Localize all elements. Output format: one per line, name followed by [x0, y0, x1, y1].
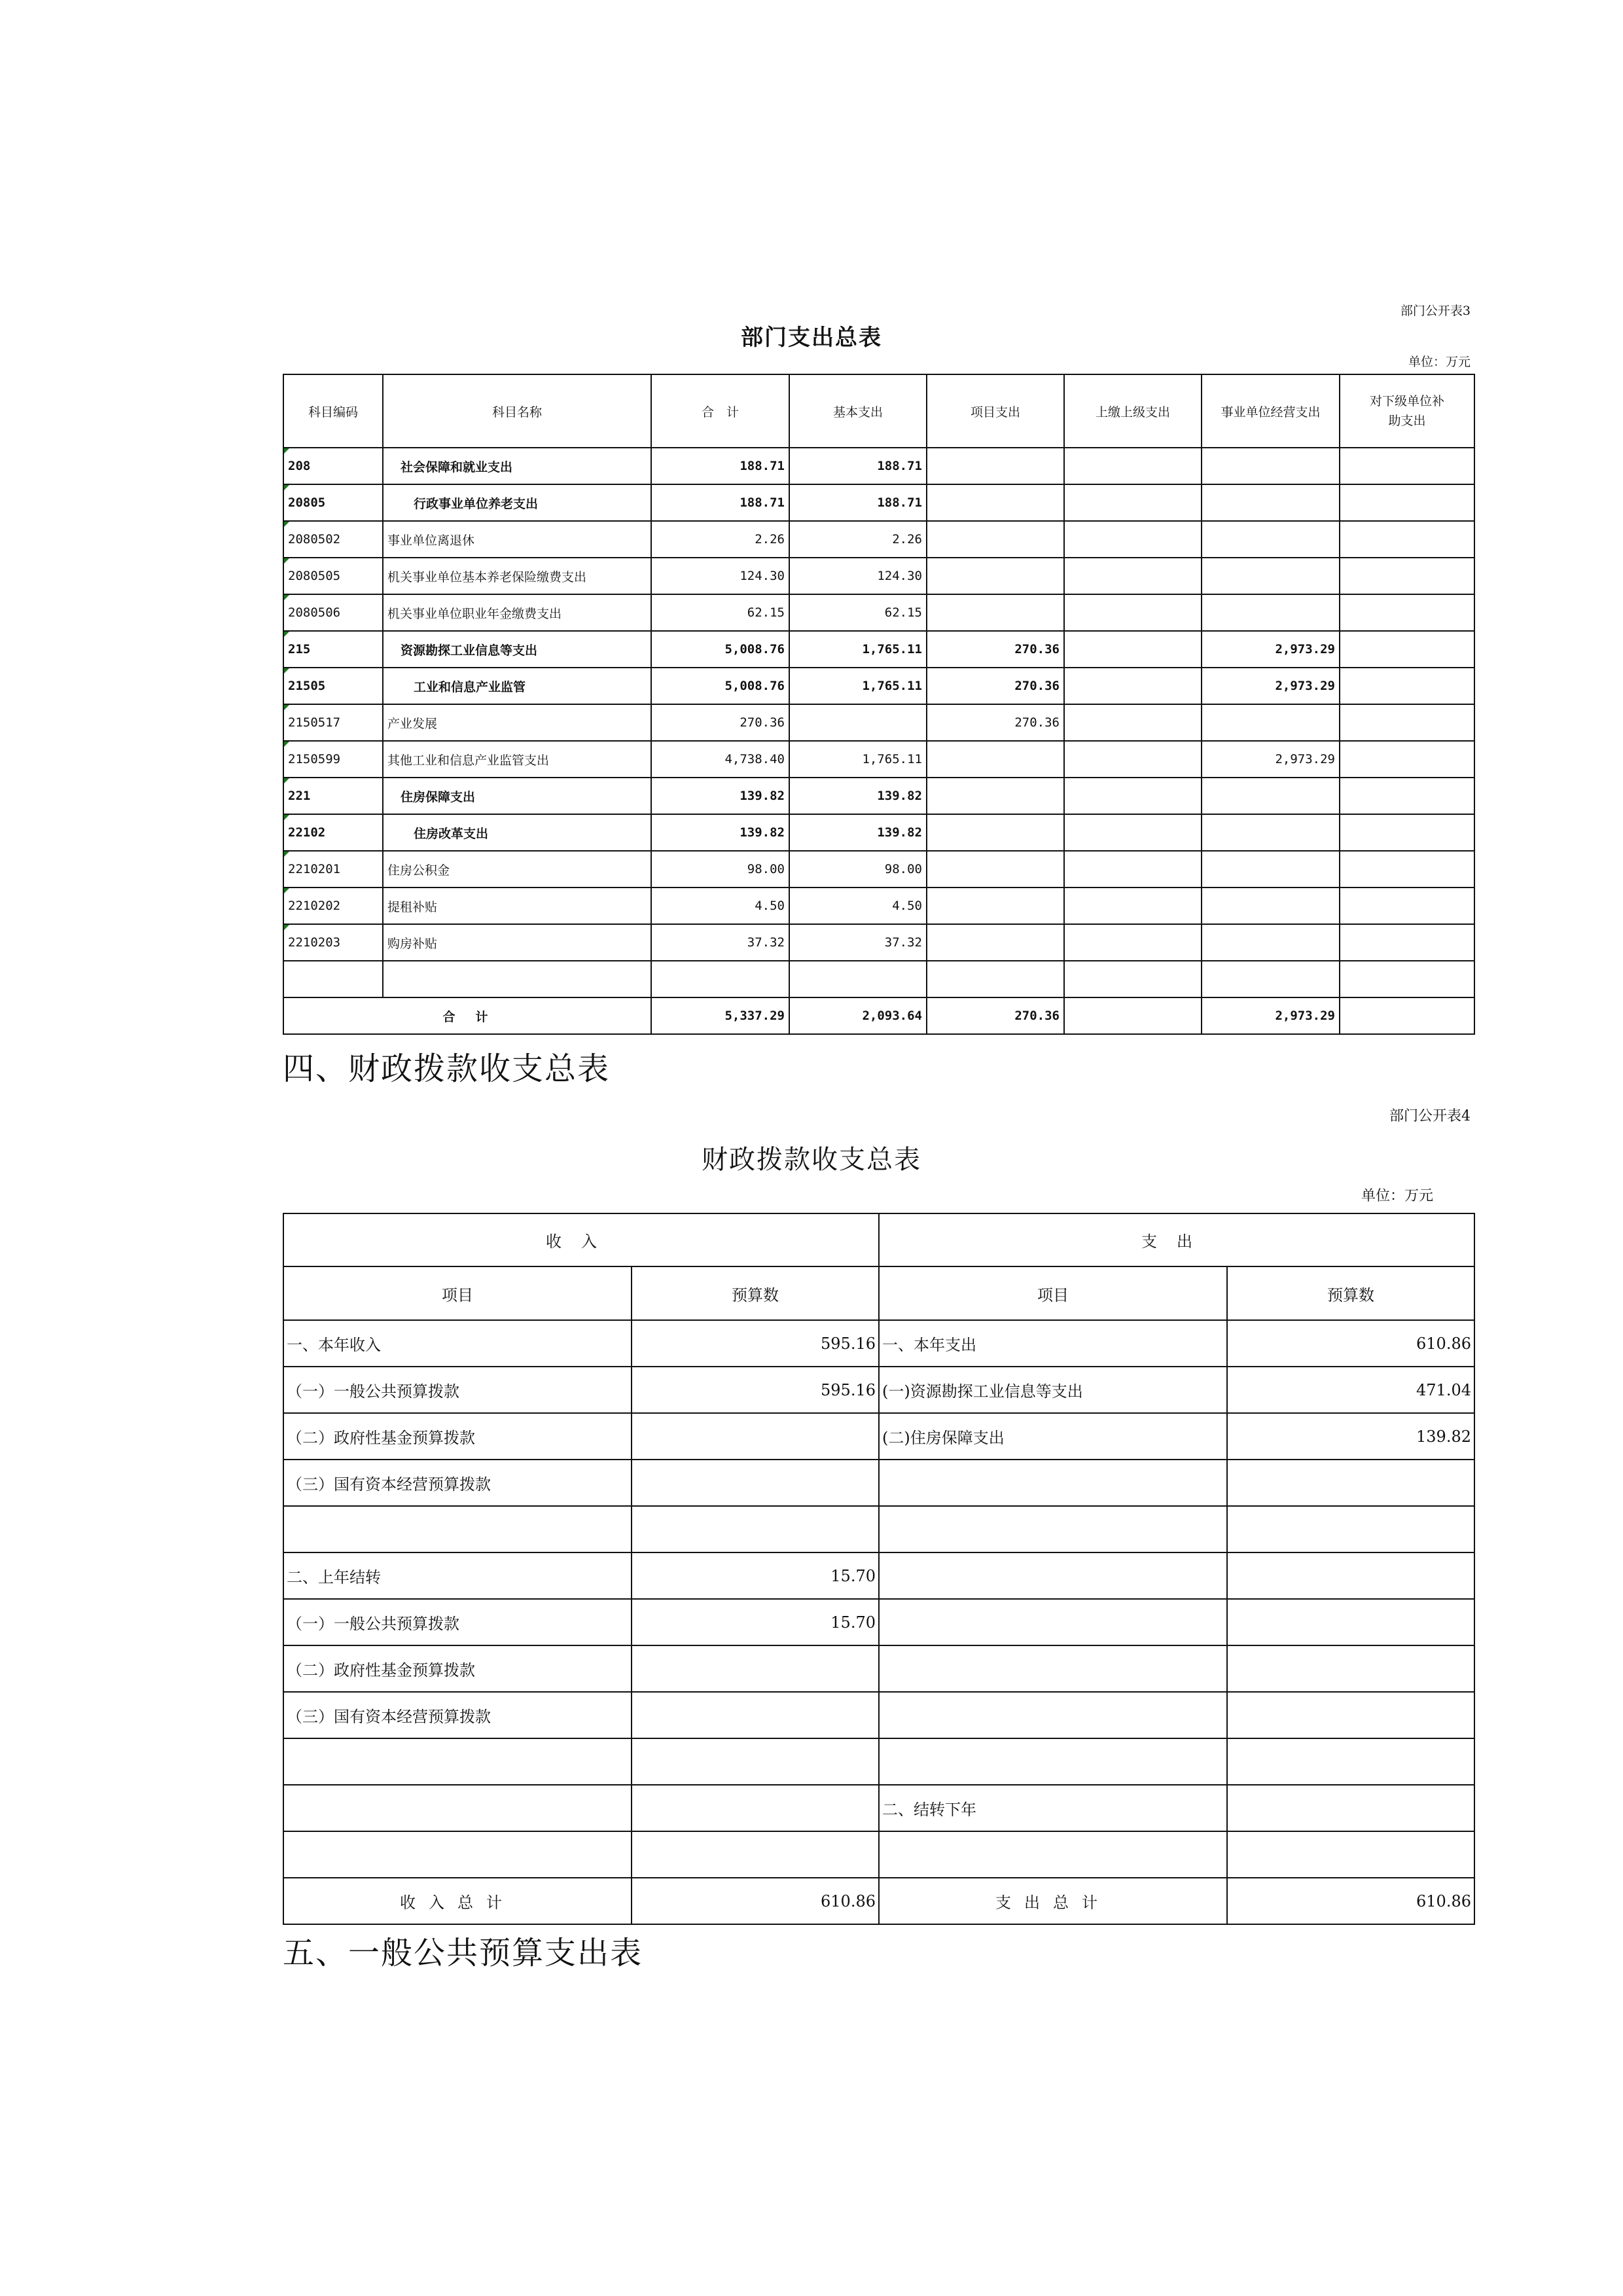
amount-total: 270.36	[651, 704, 789, 741]
income-value	[632, 1831, 879, 1878]
subject-name: 提租补贴	[383, 888, 651, 924]
subject-name: 住房改革支出	[383, 814, 651, 851]
expense-value	[1227, 1738, 1474, 1785]
expense-item	[879, 1831, 1227, 1878]
income-value: 15.70	[632, 1552, 879, 1599]
income-item	[283, 1738, 632, 1785]
amount-lower	[1340, 521, 1474, 558]
table-row	[283, 814, 1474, 851]
fiscal-appropriation-table	[283, 1213, 1475, 1925]
amount-business	[1202, 484, 1340, 521]
total-label: 合 计	[283, 997, 651, 1034]
amount-business	[1202, 814, 1340, 851]
amount-upper	[1064, 521, 1202, 558]
amount-basic: 62.15	[789, 594, 927, 631]
subject-name	[383, 961, 651, 997]
subject-name: 住房保障支出	[383, 778, 651, 814]
amount-upper	[1064, 448, 1202, 484]
amount-total: 62.15	[651, 594, 789, 631]
expense-value	[1227, 1599, 1474, 1645]
subject-name: 资源勘探工业信息等支出	[383, 631, 651, 668]
table4-label: 部门公开表4	[1389, 1108, 1471, 1124]
amount-basic: 4.50	[789, 888, 927, 924]
income-value	[632, 1460, 879, 1506]
amount-lower	[1340, 851, 1474, 888]
column-header: 基本支出	[789, 374, 927, 448]
amount-business	[1202, 704, 1340, 741]
total-row	[283, 997, 1474, 1034]
expense-item: (一)资源勘探工业信息等支出	[879, 1367, 1227, 1413]
income-item	[283, 1785, 632, 1831]
amount-total: 139.82	[651, 778, 789, 814]
amount-upper	[1064, 594, 1202, 631]
column-header: 科目编码	[283, 374, 383, 448]
subject-name: 其他工业和信息产业监管支出	[383, 741, 651, 778]
table-row	[283, 1645, 1474, 1692]
subject-code: 2150517	[283, 704, 383, 741]
amount-basic: 98.00	[789, 851, 927, 888]
income-value: 595.16	[632, 1367, 879, 1413]
amount-business: 2,973.29	[1202, 741, 1340, 778]
table3-label: 部门公开表3	[1400, 304, 1471, 318]
amount-project: 270.36	[927, 631, 1064, 668]
amount-total: 124.30	[651, 558, 789, 594]
expense-budget-header: 预算数	[1227, 1266, 1474, 1320]
amount-upper	[1064, 668, 1202, 704]
amount-upper	[1064, 814, 1202, 851]
table-row	[283, 1506, 1474, 1552]
amount-project	[927, 594, 1064, 631]
amount-project	[927, 924, 1064, 961]
table-row	[283, 851, 1474, 888]
department-expenditure-table	[283, 374, 1475, 1035]
amount-project	[927, 558, 1064, 594]
amount-upper	[1064, 924, 1202, 961]
table-row	[283, 1413, 1474, 1460]
column-header: 事业单位经营支出	[1202, 374, 1340, 448]
income-value	[632, 1738, 879, 1785]
amount-lower	[1340, 778, 1474, 814]
amount-total: 139.82	[651, 814, 789, 851]
income-item	[283, 1506, 632, 1552]
expense-total-label: 支出总计	[879, 1878, 1227, 1924]
column-header: 合 计	[651, 374, 789, 448]
expense-value	[1227, 1785, 1474, 1831]
subject-code: 2080506	[283, 594, 383, 631]
table4-unit: 单位：万元	[1361, 1188, 1433, 1204]
subject-name: 行政事业单位养老支出	[383, 484, 651, 521]
amount-upper	[1064, 741, 1202, 778]
income-item: 一、本年收入	[283, 1320, 632, 1367]
amount-business	[1202, 448, 1340, 484]
amount-lower	[1340, 558, 1474, 594]
subject-code: 20805	[283, 484, 383, 521]
column-header: 上缴上级支出	[1064, 374, 1202, 448]
amount-total: 37.32	[651, 924, 789, 961]
subject-code: 208	[283, 448, 383, 484]
amount-business	[1202, 888, 1340, 924]
amount-basic: 37.32	[789, 924, 927, 961]
subject-code: 2210203	[283, 924, 383, 961]
table-row	[283, 1552, 1474, 1599]
income-total-label: 收入总计	[283, 1878, 632, 1924]
total-basic: 2,093.64	[789, 997, 927, 1034]
amount-project	[927, 814, 1064, 851]
income-item-header: 项目	[283, 1266, 632, 1320]
expense-item	[879, 1460, 1227, 1506]
subject-name: 工业和信息产业监管	[383, 668, 651, 704]
section5-heading: 五、一般公共预算支出表	[283, 1935, 643, 1971]
table-row	[283, 704, 1474, 741]
amount-business	[1202, 558, 1340, 594]
amount-project	[927, 778, 1064, 814]
expense-value	[1227, 1692, 1474, 1738]
amount-lower	[1340, 888, 1474, 924]
table-row	[283, 778, 1474, 814]
section4-heading: 四、财政拨款收支总表	[283, 1050, 611, 1087]
table-row	[283, 1599, 1474, 1645]
amount-basic	[789, 704, 927, 741]
table-row	[283, 668, 1474, 704]
subject-code: 21505	[283, 668, 383, 704]
amount-business	[1202, 594, 1340, 631]
amount-project: 270.36	[927, 704, 1064, 741]
table-row	[283, 1460, 1474, 1506]
table-row	[283, 558, 1474, 594]
subject-name: 事业单位离退休	[383, 521, 651, 558]
subject-code: 221	[283, 778, 383, 814]
amount-total: 2.26	[651, 521, 789, 558]
amount-basic: 2.26	[789, 521, 927, 558]
amount-total: 4.50	[651, 888, 789, 924]
amount-total	[651, 961, 789, 997]
expense-item-header: 项目	[879, 1266, 1227, 1320]
amount-basic: 1,765.11	[789, 668, 927, 704]
subject-name: 产业发展	[383, 704, 651, 741]
income-value: 15.70	[632, 1599, 879, 1645]
expense-total-value: 610.86	[1227, 1878, 1474, 1924]
expense-value	[1227, 1460, 1474, 1506]
amount-total: 188.71	[651, 448, 789, 484]
income-item: （二）政府性基金预算拨款	[283, 1645, 632, 1692]
subject-name: 机关事业单位基本养老保险缴费支出	[383, 558, 651, 594]
amount-total: 188.71	[651, 484, 789, 521]
table-row	[283, 631, 1474, 668]
amount-lower	[1340, 448, 1474, 484]
expense-value	[1227, 1552, 1474, 1599]
amount-project	[927, 521, 1064, 558]
table-row	[283, 1367, 1474, 1413]
expense-value: 471.04	[1227, 1367, 1474, 1413]
column-header: 项目支出	[927, 374, 1064, 448]
table-row	[283, 1738, 1474, 1785]
total-business: 2,973.29	[1202, 997, 1340, 1034]
income-value	[632, 1645, 879, 1692]
amount-basic: 124.30	[789, 558, 927, 594]
subject-code: 2210201	[283, 851, 383, 888]
subject-name: 购房补贴	[383, 924, 651, 961]
table-header-row	[283, 374, 1474, 448]
table4-title: 财政拨款收支总表	[702, 1145, 921, 1175]
amount-basic: 188.71	[789, 484, 927, 521]
amount-business	[1202, 851, 1340, 888]
subject-code: 2210202	[283, 888, 383, 924]
amount-total: 4,738.40	[651, 741, 789, 778]
expense-item	[879, 1738, 1227, 1785]
amount-basic: 139.82	[789, 814, 927, 851]
income-item	[283, 1831, 632, 1878]
amount-project	[927, 741, 1064, 778]
amount-project	[927, 484, 1064, 521]
amount-upper	[1064, 631, 1202, 668]
expense-value: 139.82	[1227, 1413, 1474, 1460]
amount-business	[1202, 961, 1340, 997]
income-value: 595.16	[632, 1320, 879, 1367]
subject-name: 机关事业单位职业年金缴费支出	[383, 594, 651, 631]
total-row	[283, 1878, 1474, 1924]
expense-value: 610.86	[1227, 1320, 1474, 1367]
table-row	[283, 888, 1474, 924]
subject-name: 社会保障和就业支出	[383, 448, 651, 484]
amount-project: 270.36	[927, 668, 1064, 704]
amount-upper	[1064, 851, 1202, 888]
amount-upper	[1064, 778, 1202, 814]
amount-basic	[789, 961, 927, 997]
table-row	[283, 1831, 1474, 1878]
amount-project	[927, 961, 1064, 997]
amount-lower	[1340, 741, 1474, 778]
table3-unit: 单位：万元	[1408, 355, 1471, 369]
subject-code: 2080502	[283, 521, 383, 558]
total-lower	[1340, 997, 1474, 1034]
amount-basic: 1,765.11	[789, 631, 927, 668]
subject-code: 2080505	[283, 558, 383, 594]
subject-code: 2150599	[283, 741, 383, 778]
income-item: （三）国有资本经营预算拨款	[283, 1692, 632, 1738]
expense-item	[879, 1692, 1227, 1738]
amount-total: 98.00	[651, 851, 789, 888]
expense-value	[1227, 1831, 1474, 1878]
total-project: 270.36	[927, 997, 1064, 1034]
table-row	[283, 1692, 1474, 1738]
income-item: （一）一般公共预算拨款	[283, 1599, 632, 1645]
subject-code: 22102	[283, 814, 383, 851]
table-row	[283, 741, 1474, 778]
amount-basic: 139.82	[789, 778, 927, 814]
table-row	[283, 961, 1474, 997]
amount-project	[927, 448, 1064, 484]
subject-code	[283, 961, 383, 997]
income-item: （一）一般公共预算拨款	[283, 1367, 632, 1413]
amount-business	[1202, 924, 1340, 961]
expense-item	[879, 1552, 1227, 1599]
amount-business	[1202, 778, 1340, 814]
amount-basic: 188.71	[789, 448, 927, 484]
expense-item: (二)住房保障支出	[879, 1413, 1227, 1460]
column-header: 科目名称	[383, 374, 651, 448]
table-row	[283, 1785, 1474, 1831]
amount-upper	[1064, 484, 1202, 521]
amount-lower	[1340, 668, 1474, 704]
expense-header: 支出	[879, 1213, 1474, 1266]
amount-project	[927, 851, 1064, 888]
amount-business	[1202, 521, 1340, 558]
income-budget-header: 预算数	[632, 1266, 879, 1320]
amount-lower	[1340, 484, 1474, 521]
income-value	[632, 1506, 879, 1552]
amount-upper	[1064, 888, 1202, 924]
total-total: 5,337.29	[651, 997, 789, 1034]
expense-item	[879, 1645, 1227, 1692]
subject-name: 住房公积金	[383, 851, 651, 888]
amount-upper	[1064, 704, 1202, 741]
income-item: （三）国有资本经营预算拨款	[283, 1460, 632, 1506]
table3-title: 部门支出总表	[741, 325, 882, 351]
table-row	[283, 1320, 1474, 1367]
total-upper	[1064, 997, 1202, 1034]
income-value	[632, 1413, 879, 1460]
amount-lower	[1340, 961, 1474, 997]
amount-total: 5,008.76	[651, 631, 789, 668]
expense-value	[1227, 1645, 1474, 1692]
column-header-row	[283, 1266, 1474, 1320]
amount-business: 2,973.29	[1202, 631, 1340, 668]
income-value	[632, 1785, 879, 1831]
expense-item	[879, 1506, 1227, 1552]
column-header: 对下级单位补助支出	[1340, 374, 1474, 448]
income-item: （二）政府性基金预算拨款	[283, 1413, 632, 1460]
amount-business: 2,973.29	[1202, 668, 1340, 704]
amount-lower	[1340, 924, 1474, 961]
amount-lower	[1340, 594, 1474, 631]
table-row	[283, 448, 1474, 484]
income-expense-header-row	[283, 1213, 1474, 1266]
table-row	[283, 484, 1474, 521]
expense-value	[1227, 1506, 1474, 1552]
income-value	[632, 1692, 879, 1738]
table-row	[283, 594, 1474, 631]
table-row	[283, 924, 1474, 961]
amount-lower	[1340, 631, 1474, 668]
amount-project	[927, 888, 1064, 924]
amount-upper	[1064, 558, 1202, 594]
subject-code: 215	[283, 631, 383, 668]
income-total-value: 610.86	[632, 1878, 879, 1924]
amount-upper	[1064, 961, 1202, 997]
expense-item: 二、结转下年	[879, 1785, 1227, 1831]
amount-basic: 1,765.11	[789, 741, 927, 778]
expense-item: 一、本年支出	[879, 1320, 1227, 1367]
expense-item	[879, 1599, 1227, 1645]
income-item: 二、上年结转	[283, 1552, 632, 1599]
income-header: 收入	[283, 1213, 879, 1266]
amount-lower	[1340, 814, 1474, 851]
amount-lower	[1340, 704, 1474, 741]
amount-total: 5,008.76	[651, 668, 789, 704]
table-row	[283, 521, 1474, 558]
